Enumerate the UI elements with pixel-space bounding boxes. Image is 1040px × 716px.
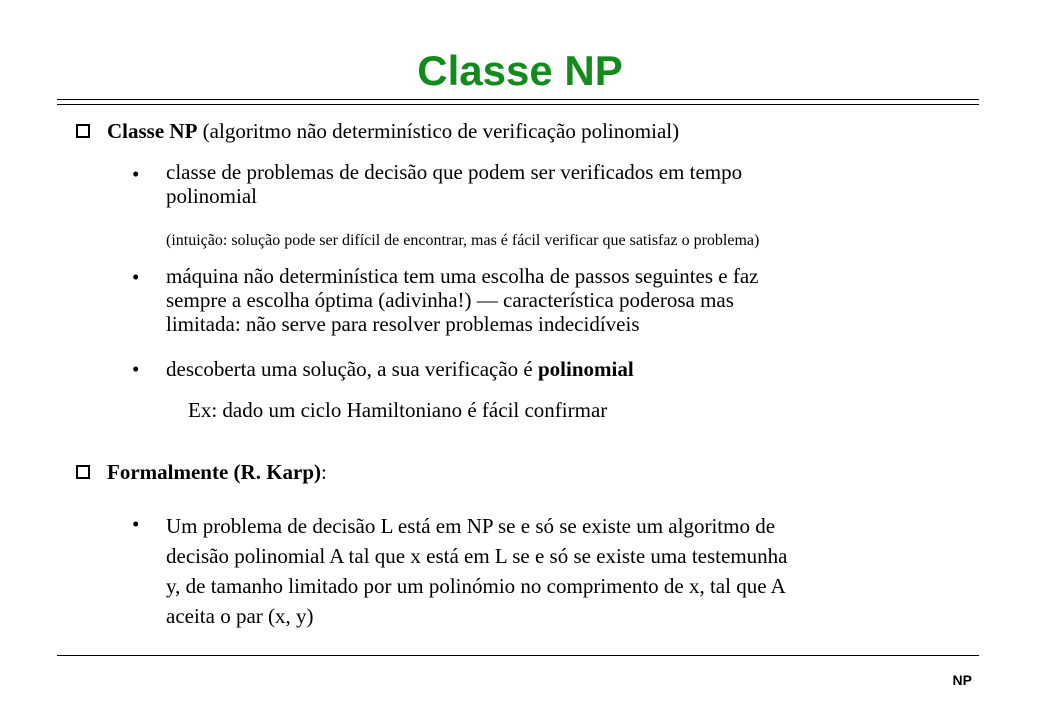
- section-heading-classe-np: [107, 118, 679, 144]
- karp-line4: aceita o par (x, y): [166, 604, 314, 628]
- karp-line1: Um problema de decisão L está em NP se e só se existe um algoritmo de: [166, 514, 776, 538]
- slide-title: Classe NP: [417, 47, 623, 94]
- intuition-note: (intuição: solução pode ser difícil de encontrar, mas é fácil verificar que satisfaz o problema): [166, 232, 760, 249]
- bullet-item-1-line1: classe de problemas de decisão que podem ser verificados em tempo: [166, 160, 743, 184]
- bullet-dot-icon: •: [132, 512, 140, 536]
- square-bullet-icon: [76, 465, 90, 479]
- karp-line2: decisão polinomial A tal que x está em L se e só se existe uma testemunha: [166, 544, 788, 568]
- square-bullet-icon: [76, 124, 90, 138]
- bullet-item-3-bold: polinomial: [537, 357, 634, 381]
- karp-line3: y, de tamanho limitado por um polinómio no comprimento de x, tal que A: [166, 574, 786, 598]
- footer-divider: [57, 655, 979, 656]
- bullet-item-2-line2: sempre a escolha óptima (adivinha!) — característica poderosa mas: [166, 288, 734, 312]
- bullet-item-2-line1: máquina não determinística tem uma escolha de passos seguintes e faz: [166, 264, 759, 288]
- section-heading-formalmente: [107, 459, 327, 485]
- bullet-dot-icon: •: [132, 265, 140, 289]
- title-divider: [57, 99, 979, 105]
- bullet-item-2-line3: limitada: não serve para resolver problemas indecidíveis: [166, 312, 640, 336]
- section-heading-rest: (algoritmo não determinístico de verificação polinomial): [197, 119, 680, 143]
- bullet-item-3: [166, 357, 634, 381]
- bullet-item-1-line2: polinomial: [166, 184, 257, 208]
- bullet-item-1: [166, 160, 742, 208]
- example-line: Ex: dado um ciclo Hamiltoniano é fácil confirmar: [188, 398, 608, 422]
- bullet-item-2: [166, 264, 758, 336]
- section-heading-bold: Formalmente (R. Karp): [107, 460, 322, 484]
- bullet-dot-icon: •: [132, 162, 140, 186]
- section-heading-bold: Classe NP: [107, 119, 198, 143]
- bullet-item-3-text: descoberta uma solução, a sua verificação é: [166, 357, 538, 381]
- bullet-item-karp: [166, 511, 787, 631]
- section-heading-rest: :: [321, 460, 327, 484]
- footer-label: NP: [952, 672, 972, 688]
- bullet-dot-icon: •: [132, 357, 140, 381]
